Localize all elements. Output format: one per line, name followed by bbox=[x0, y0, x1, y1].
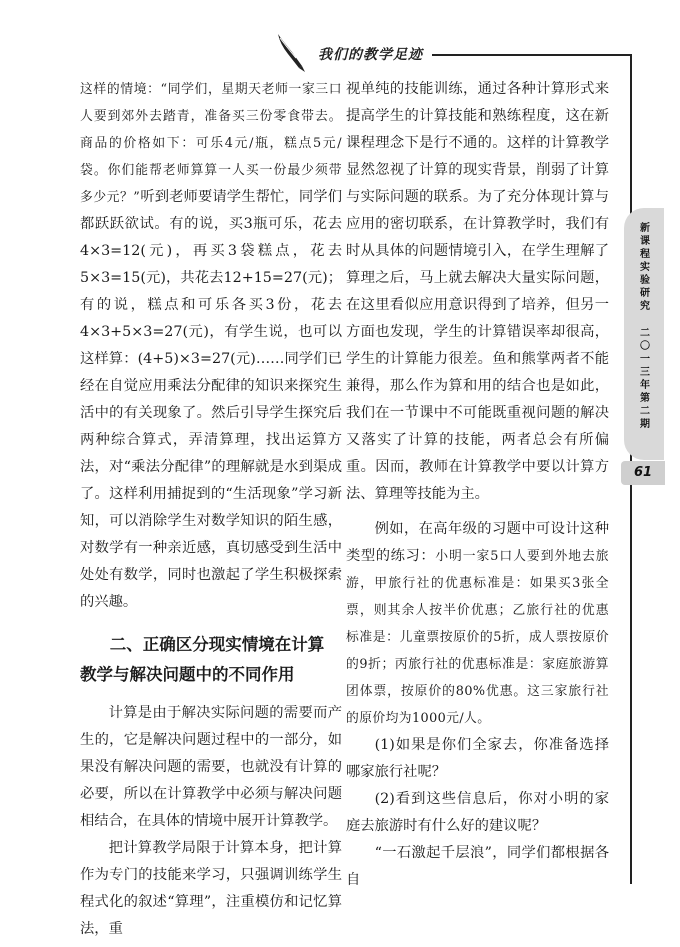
journal-side-label bbox=[630, 222, 660, 431]
question-1: (1)如果是你们全家去，你准备选择哪家旅行社呢？ bbox=[346, 737, 609, 780]
journal-name-char: 验 bbox=[640, 275, 650, 286]
running-header-title: 我们的教学足迹 bbox=[318, 47, 423, 63]
issue-char: 〇 bbox=[640, 341, 650, 352]
journal-name-char: 程 bbox=[640, 249, 650, 260]
issue-char: 第 bbox=[640, 393, 650, 404]
left-column bbox=[80, 76, 342, 943]
right-column bbox=[346, 76, 609, 894]
issue-char: 三 bbox=[640, 367, 650, 378]
left-paragraph-2: 计算是由于解决实际问题的需要而产生的，它是解决问题过程中的一部分，如果没有解决问题的需要，也就没有计算的必要，所以在计算教学中必须与解决问题相结合，在具体的情境中展开计算教学。 bbox=[80, 705, 342, 829]
journal-name-char: 研 bbox=[640, 288, 650, 299]
section-heading bbox=[80, 630, 342, 690]
right-paragraph-3: “一石激起千层浪”，同学们都根据各自 bbox=[346, 845, 609, 888]
header-rule bbox=[432, 54, 630, 56]
story-quote: 这样的情境：“同学们，星期天老师一家三口人要到郊外去踏青，准备买三份零食带去。商品的价格如下：可乐4元/瓶，糕点5元/袋。你们能帮老师算算一人买一份最少须带多少元？” bbox=[80, 82, 342, 205]
section-heading-line-2: 教学与解决问题中的不同作用 bbox=[80, 665, 295, 684]
issue-char: 二 bbox=[640, 406, 650, 417]
journal-name-char: 实 bbox=[640, 262, 650, 273]
issue-char: 年 bbox=[640, 380, 650, 391]
left-paragraph-1 bbox=[80, 76, 342, 616]
issue-char: 期 bbox=[640, 419, 650, 430]
pen-icon bbox=[272, 32, 318, 74]
example-problem: 小明一家5口人要到外地去旅游，甲旅行社的优惠标准是：如果买3张全票，则其余人按半价优惠；乙旅行社的优惠标准是：儿童票按原价的5折，成人票按原价的9折；丙旅行社的优惠标准是：家庭旅游算团体票，按原价的80%优惠。这三家旅行社的原价均为1000元/人。 bbox=[346, 549, 609, 726]
example-lead: 例如，在高年级的习题中可设计这种类型的练习： bbox=[346, 521, 609, 564]
journal-name-char: 课 bbox=[640, 236, 650, 247]
journal-name-char: 究 bbox=[640, 301, 650, 312]
issue-char: 一 bbox=[640, 354, 650, 365]
issue-char: 二 bbox=[640, 328, 650, 339]
section-heading-line-1: 二、正确区分现实情境在计算 bbox=[109, 635, 325, 654]
right-paragraph-2 bbox=[346, 516, 609, 732]
journal-name-char: 新 bbox=[640, 223, 650, 234]
page-number: 61 bbox=[621, 461, 665, 485]
right-paragraph-1: 视单纯的技能训练，通过各种计算形式来提高学生的计算技能和熟练程度，这在新课程理念下是行不通的。这样的计算教学显然忽视了计算的现实背景，削弱了计算与实际问题的联系。为了充分体现计算与应用的密切联系，在计算教学时，我们有时从具体的问题情境引入，在学生理解了算理之后，马上就去解决大量实际问题，在这里看似应用意识得到了培养，但另一方面也发现，学生的计算错误率却很高，学生的计算能力很差。鱼和熊掌两者不能兼得，那么作为算和用的结合也是如此，我们在一节课中不可能既重视问题的解决又落实了计算的技能，两者总会有所偏重。因而，教师在计算教学中要以计算方法、算理等技能为主。 bbox=[346, 81, 609, 502]
story-body: 听到老师要请学生帮忙，同学们都跃跃欲试。有的说，买3瓶可乐，花去4×3=12(元)，再买3袋糕点，花去5×3=15(元)，共花去12+15=27(元)；有的说，糕点和可乐各买3份，花去4×3+5×3=27(元)，有学生说，也可以这样算：(4+5)×3=27(元)……同学们已经在自觉应用乘法分配律的知识来探究生活中的有关现象了。然后引导学生探究后两种综合算式，弄清算理，找出运算方法，对“乘法分配律”的理解就是水到渠成了。这样利用捕捉到的“生活现象”学习新知，可以消除学生对数学知识的陌生感，对数学有一种亲近感，真切感受到生活中处处有数学，同时也激起了学生积极探索的兴趣。 bbox=[80, 189, 342, 610]
left-paragraph-3: 把计算教学局限于计算本身，把计算作为专门的技能来学习，只强调训练学生程式化的叙述“算理”，注重模仿和记忆算法，重 bbox=[80, 840, 342, 937]
question-2: (2)看到这些信息后，你对小明的家庭去旅游时有什么好的建议呢？ bbox=[346, 791, 609, 834]
